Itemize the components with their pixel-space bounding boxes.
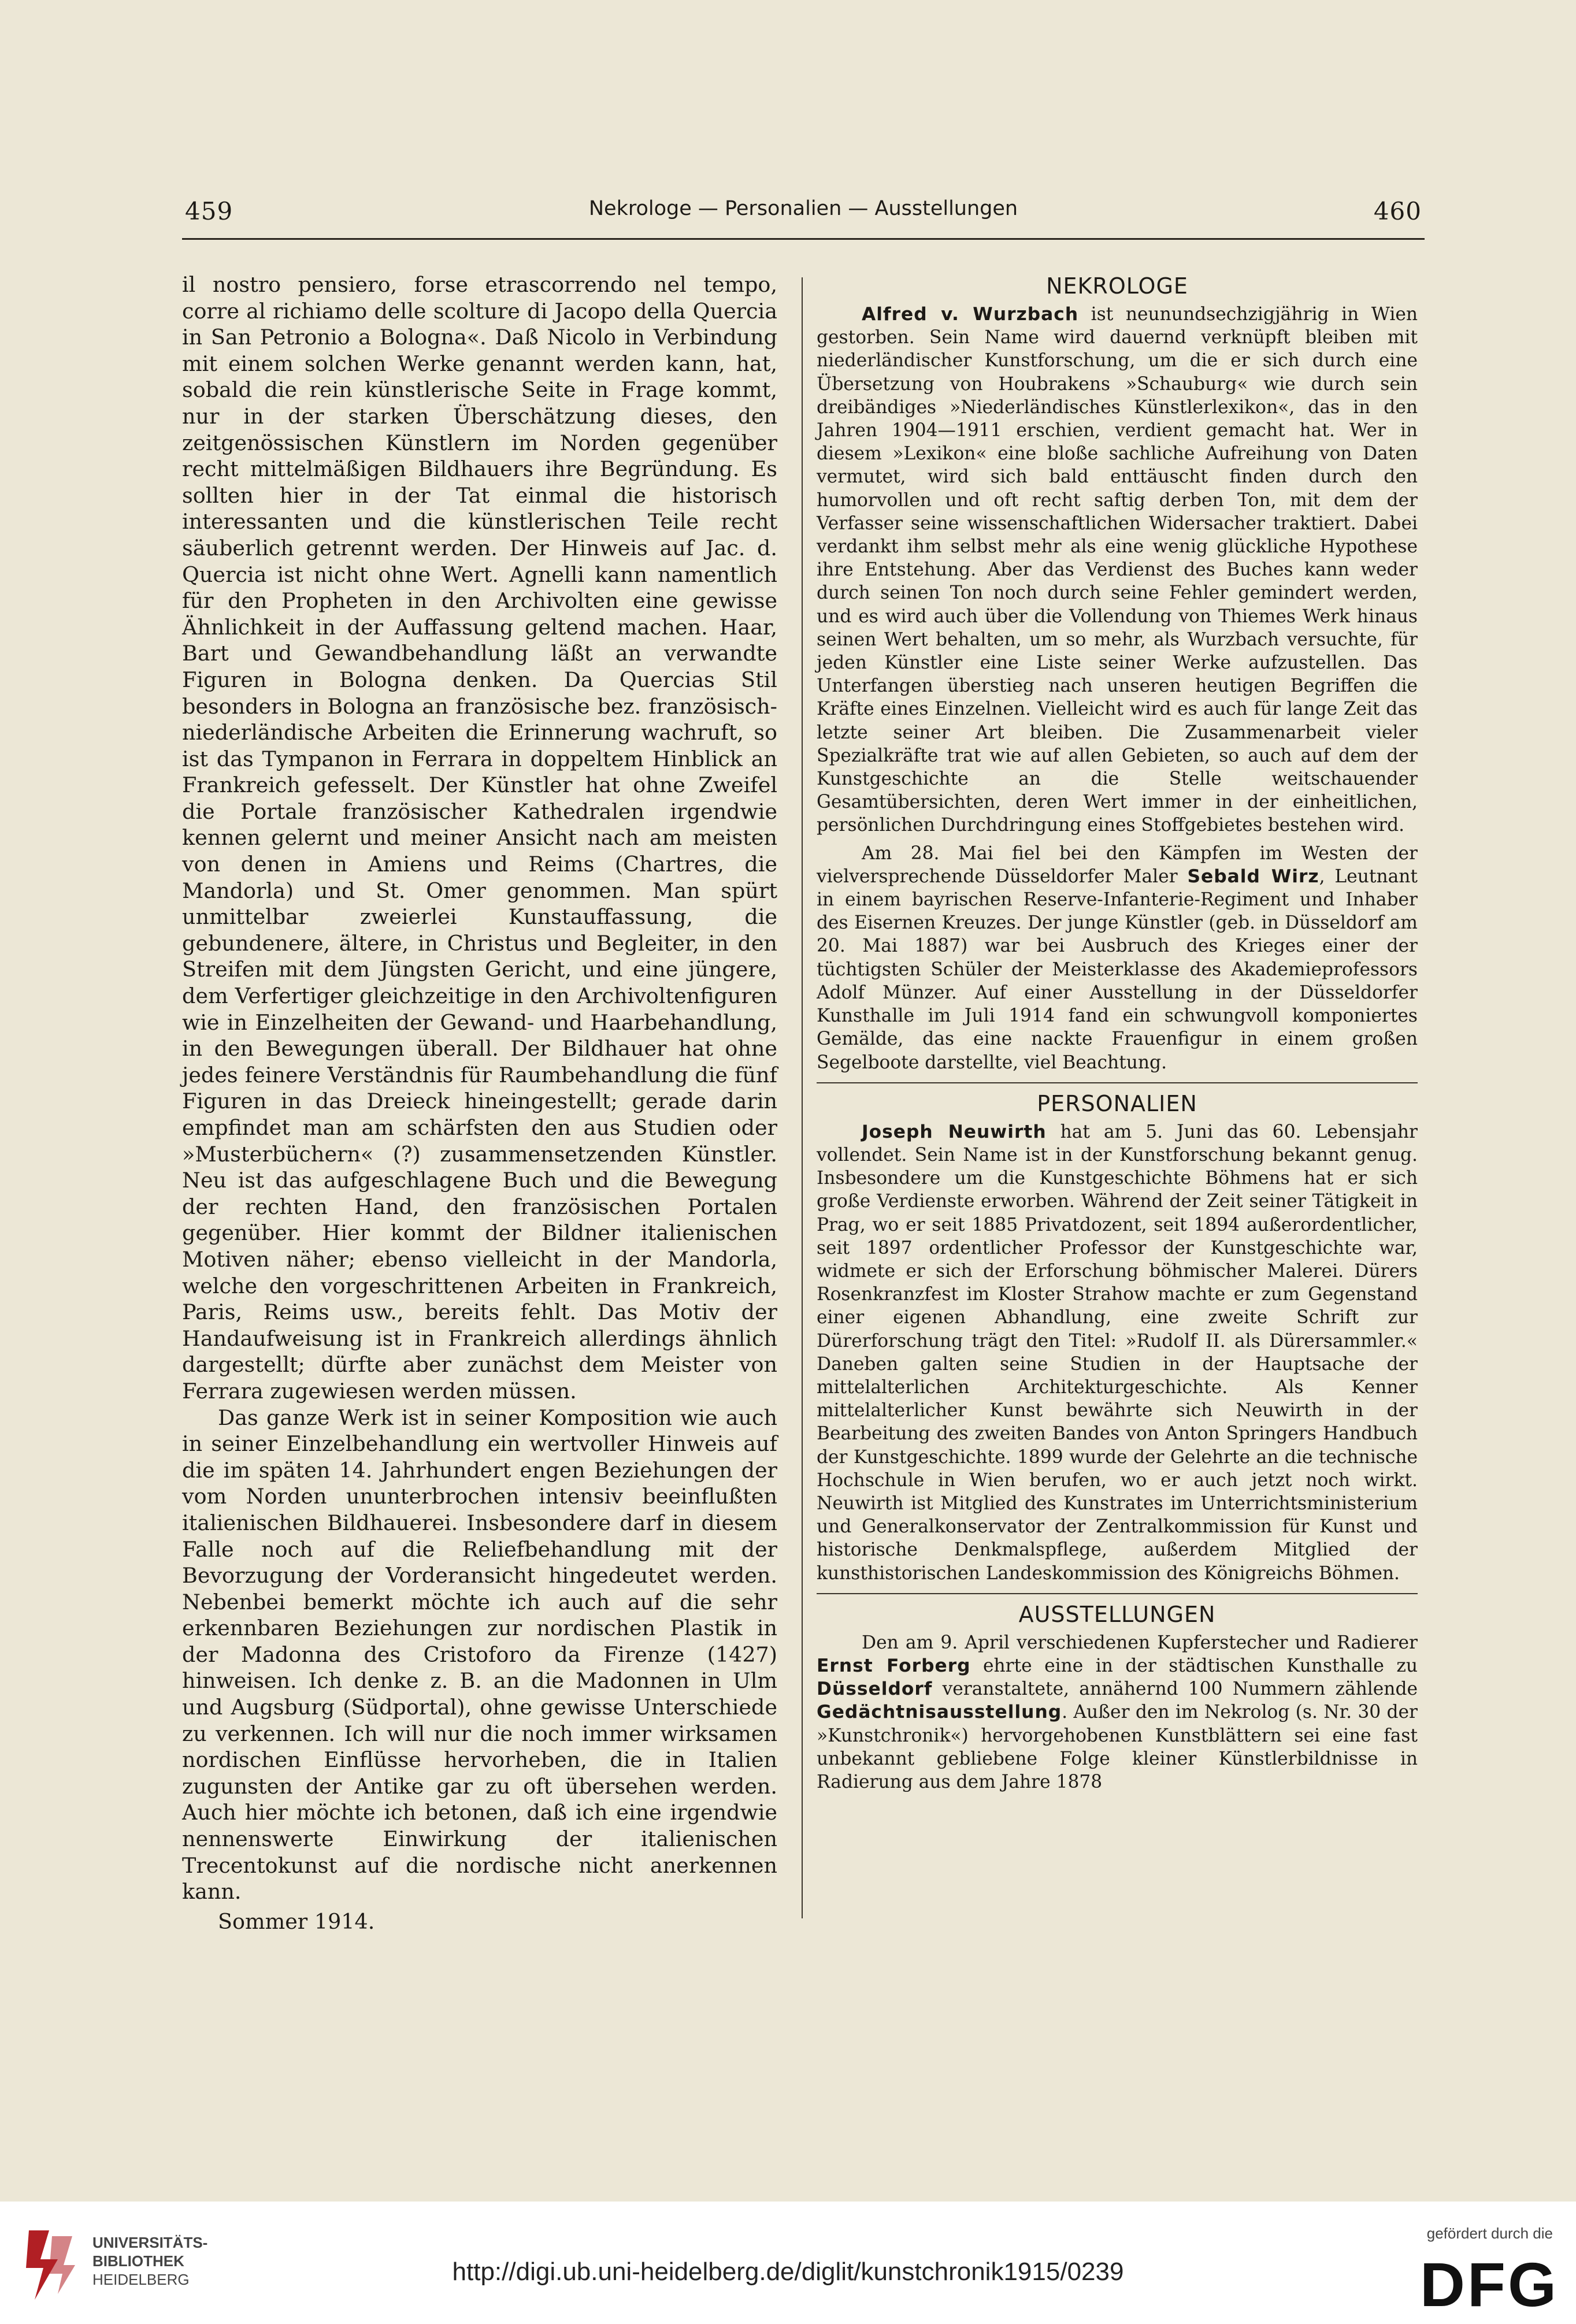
- library-name-line: BIBLIOTHEK: [92, 2252, 184, 2270]
- section-heading-personalien: PERSONALIEN: [1037, 1090, 1197, 1116]
- signoff-date: Sommer 1914.: [218, 1909, 375, 1934]
- section-rule: [817, 1082, 1418, 1083]
- section-rule: [817, 1593, 1418, 1594]
- running-head-title: Nekrologe — Personalien — Ausstellungen: [588, 197, 1018, 220]
- left-page-number: 459: [185, 197, 233, 225]
- right-column: [817, 272, 1418, 1794]
- person-name: Joseph Neuwirth: [862, 1121, 1047, 1142]
- section-heading-nekrologe: NEKROLOGE: [1046, 273, 1188, 299]
- running-head: [182, 194, 1425, 240]
- dfg-logo: DFG: [1420, 2249, 1559, 2319]
- paragraph-text: ist neunundsechzigjährig in Wien gestorben. Sein Name wird dauernd verknüpft bleiben mit niederländischer Kunstforschung, um die er sich durch eine Übersetzung von Houbrakens »Schauburg« wie durch sein dreibändiges »Niederländisches Künstlerlexikon«, das in den Jahren 1904—1911 erschien, verdient gemacht hat. Wer in diesem »Lexikon« eine bloße sachliche Aufreihung von Daten vermutet, wird sich bald enttäuscht finden durch den humorvollen und oft recht saftig derben Ton, mit dem der Verfasser seine wissenschaftlichen Widersacher traktiert. Dabei verdankt ihm selbst mehr als eine wenig glückliche Hypothese ihre Entstehung. Aber das Verdienst des Buches kann weder durch seinen Ton noch durch seine Fehler gemindert werden, und es wird auch über die Vollendung von Thiemes Werk hinaus seinen Wert behalten, um so mehr, als Wurzbach versuchte, für jeden Künstler eine Liste seiner Werke aufzustellen. Das Unterfangen überstieg nach unseren heutigen Begriffen die Kräfte eines Einzelnen. Vielleicht wird es auch für lange Zeit das letzte seiner Art bleiben. Die Zusammenarbeit vieler Spezialkräfte trat wie auf allen Gebieten, so auch auf dem der Kunstgeschichte an die Stelle weitschauender Gesamtübersichten, deren Wert immer in der einheitlichen, persönlichen Durchdringung eines Stoffgebietes bestehen wird.: [817, 304, 1418, 836]
- funded-by-label: gefördert durch die: [1426, 2225, 1553, 2242]
- column-divider: [802, 277, 803, 1918]
- footer-bar: [0, 2202, 1576, 2324]
- nekrolog-wirz: [817, 842, 1418, 1074]
- paragraph-text: veranstaltete, annähernd 100 Nummern zählende: [932, 1679, 1418, 1700]
- paragraph-text: Den am 9. April verschiedenen Kupferstecher und Radierer: [862, 1632, 1418, 1653]
- library-name-line: HEIDELBERG: [92, 2271, 190, 2288]
- paragraph-text: Am 28. Mai fiel bei den Kämpfen im Westen der vielversprechende Düsseldorfer Maler: [817, 842, 1418, 887]
- paragraph-text: hat am 5. Juni das 60. Lebensjahr vollendet. Sein Name ist in der Kunstforschung bekannt genug. Insbesondere um die Kunstgeschichte Böhmens hat er sich große Verdienste erworben. Während der Zeit seiner Tätigkeit in Prag, wo er seit 1885 Privatdozent, seit 1894 außerordentlicher, seit 1897 ordentlicher Professor der Kunstgeschichte war, widmete er sich der Erforschung böhmischer Malerei. Dürers Rosenkranzfest im Kloster Strahow machte er zum Gegenstand einer eigenen Abhandlung, eine zweite Schrift zur Dürerforschung trägt den Titel: »Rudolf II. als Dürersammler.« Daneben galten seine Studien in der Hauptsache der mittelalterlichen Architekturgeschichte. Als Kenner mittelalterlicher Kunst bewährte sich Neuwirth in der Bearbeitung des zweiten Bandes von Anton Springers Handbuch der Kunstgeschichte. 1899 wurde der Gelehrte an die technische Hochschule in Wien berufen, wo er auch jetzt noch wirkt. Neuwirth ist Mitglied des Kunstrates im Unterrichtsministerium und Generalkonservator der Zentralkommission für Kunst und historische Denkmalspflege, außerdem Mitglied der kunsthistorischen Landeskommission des Königreichs Böhmen.: [817, 1121, 1418, 1584]
- ausstellung-forberg: [817, 1631, 1418, 1794]
- person-name: Sebald Wirz: [1187, 866, 1319, 887]
- body-paragraph: il nostro pensiero, forse etrascorrendo nel tempo, corre al richiamo delle scolture di Jacopo della Quercia in San Petronio a Bologna«. Daß Nicolo in Verbindung mit einem solchen Werke genannt werden kann, hat, sobald die rein künstlerische Seite in Frage kommt, nur in der starken Überschätzung dieses, den zeitgenössischen Künstlern im Norden gegenüber recht mittelmäßigen Bildhauers ihre Begründung. Es sollten hier in der Tat einmal die historisch interessanten und die künstlerischen Teile recht säuberlich getrennt werden. Der Hinweis auf Jac. d. Quercia ist nicht ohne Wert. Agnelli kann namentlich für den Propheten in den Archivolten eine gewisse Ähnlichkeit in der Auffassung geltend machen. Haar, Bart und Gewandbehandlung läßt an verwandte Figuren in Bologna denken. Da Quercias Stil besonders in Bologna an französische bez. französisch-niederländische Arbeiten die Erinnerung wachruft, so ist das Tympanon in Ferrara in doppeltem Hinblick an Frankreich gefesselt. Der Künstler hat ohne Zweifel die Portale französischer Kathedralen irgendwie kennen gelernt und meiner Ansicht nach am meisten von denen in Amiens und Reims (Chartres, die Mandorla) und St. Omer genommen. Man spürt unmittelbar zweierlei Kunstauffassung, die gebundenere, ältere, in Christus und Begleiter, in den Streifen mit dem Jüngsten Gericht, und eine jüngere, dem Verfertiger gleichzeitige in den Archivoltenfiguren wie in Einzelheiten der Gewand- und Haarbehandlung, in den Bewegungen überall. Der Bildhauer hat ohne jedes feinere Verständnis für Raumbehandlung die fünf Figuren in das Dreieck hineingestellt; gerade darin empfindet man am schärfsten den aus Studien oder »Musterbüchern« (?) zusammensetzenden Künstler. Neu ist das aufgeschlagene Buch und die Bewegung der rechten Hand, den französischen Portalen gegenüber. Hier kommt der Bildner italienischen Motiven näher; ebenso vielleicht in der Mandorla, welche den vorgeschrittenen Arbeiten in Frankreich, Paris, Reims usw., bereits fehlt. Das Motiv der Handaufweisung ist in Frankreich allerdings ähnlich dargestellt; dürfte aber zunächst dem Meister von Ferrara zugewiesen werden müssen.: [182, 272, 777, 1404]
- personalia-neuwirth: [817, 1120, 1418, 1585]
- person-name: Alfred v. Wurzbach: [862, 304, 1079, 325]
- body-paragraph: Das ganze Werk ist in seiner Komposition wie auch in seiner Einzelbehandlung ein wertvoller Hinweis auf die im späten 14. Jahrhundert engen Beziehungen der vom Norden ununterbrochen intensiv beeinflußten italienischen Bildhauerei. Insbesondere darf in diesem Falle noch auf die Reliefbehandlung mit der Bevorzugung der Vorderansicht hingedeutet werden. Nebenbei bemerkt möchte ich auch auf die sehr erkennbaren Beziehungen zur nordischen Plastik in der Madonna des Cristoforo da Firenze (1427) hinweisen. Ich denke z. B. an die Madonnen in Ulm und Augsburg (Südportal), ohne gewisse Unterschiede zu verkennen. Ich will nur die noch immer wirksamen nordischen Einflüsse hervorheben, die in Italien zugunsten der Antike gar zu oft übersehen werden. Auch hier möchte ich betonen, daß ich eine irgendwie nennenswerte Einwirkung der italienischen Trecentokunst auf die nordische nicht anerkennen kann.: [182, 1405, 777, 1905]
- paragraph-text: . Außer den im Nekrolog (s. Nr. 30 der »Kunstchronik«) hervorgehobenen Kunstblättern sei eine fast unbekannt gebliebene Folge kleiner Künstlerbildnisse in Radierung aus dem Jahre 1878: [817, 1702, 1418, 1792]
- city-name: Düsseldorf: [817, 1679, 933, 1700]
- section-heading-ausstellungen: AUSSTELLUNGEN: [1018, 1601, 1216, 1627]
- source-url-link[interactable]: http://digi.ub.uni-heidelberg.de/diglit/kunstchronik1915/0239: [452, 2258, 1124, 2286]
- event-name: Gedächtnisausstellung: [817, 1702, 1062, 1723]
- person-name: Ernst Forberg: [817, 1655, 971, 1676]
- paragraph-text: , Leutnant in einem bayrischen Reserve-Infanterie-Regiment und Inhaber des Eisernen Kreuzes. Der junge Künstler (geb. in Düsseldorf am 20. Mai 1887) war bei Ausbruch des Krieges einer der tüchtigsten Schüler der Meisterklasse des Akademieprofessors Adolf Münzer. Auf einer Ausstellung in der Düsseldorfer Kunsthalle im Juli 1914 fand ein schwungvoll komponiertes Gemälde, das eine nackte Frauenfigur in einem großen Segelboote darstellte, viel Beachtung.: [817, 866, 1418, 1073]
- nekrolog-wurzbach: [817, 303, 1418, 837]
- paragraph-text: ehrte eine in der städtischen Kunsthalle zu: [970, 1655, 1418, 1676]
- right-page-number: 460: [1373, 197, 1422, 225]
- left-column: [182, 272, 777, 1935]
- library-name-line: UNIVERSITÄTS-: [92, 2234, 208, 2251]
